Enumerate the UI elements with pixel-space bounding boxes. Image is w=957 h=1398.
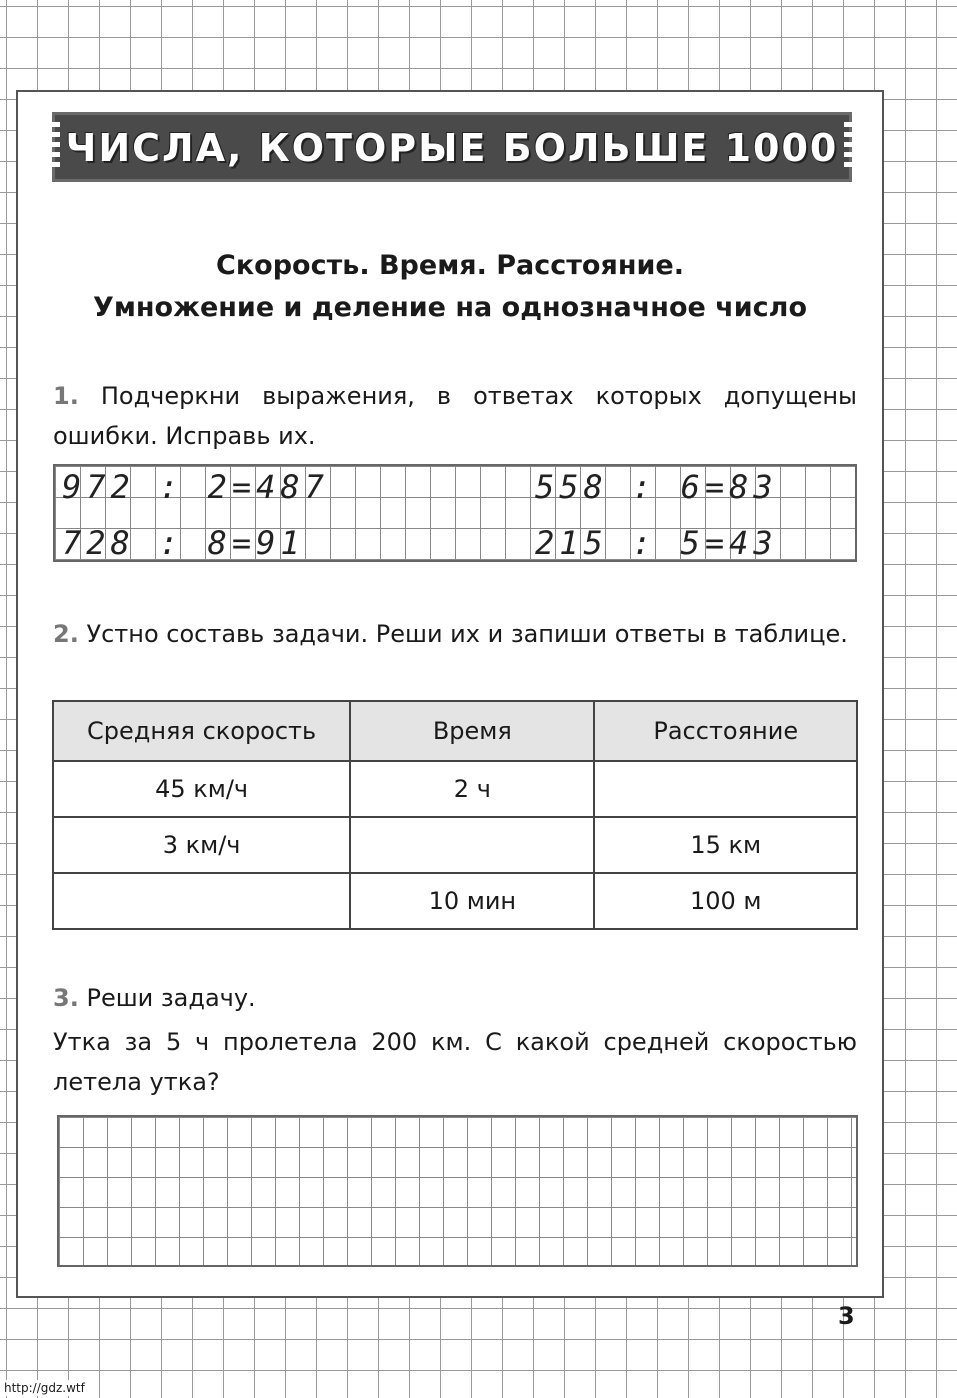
chapter-title: ЧИСЛА, КОТОРЫЕ БОЛЬШЕ 1000 [65,126,839,170]
table-row [53,817,857,873]
distance-cell[interactable]: 15 км [594,817,857,873]
source-url: http://gdz.wtf [0,1380,89,1396]
lesson-title-line-1: Скорость. Время. Расстояние. [216,250,684,281]
table-row [53,873,857,929]
speed-time-distance-table [52,700,858,930]
task-1 [53,376,857,456]
chapter-banner [52,112,852,182]
task-1-number: 1. [53,382,79,410]
task-2-number: 2. [53,620,79,648]
task-3-text: Утка за 5 ч пролетела 200 км. С какой средней скоростью летела утка? [53,1028,857,1096]
expression-1: 972 : 2=487 [62,468,329,506]
header-distance: Расстояние [594,701,857,761]
expression-2: 558 : 6=83 [535,468,778,506]
expression-4: 215 : 5=43 [535,524,778,562]
task-1-text: Подчеркни выражения, в ответах которых допущены ошибки. Исправь их. [53,382,857,450]
task-2 [53,614,857,654]
speed-cell[interactable] [53,873,350,929]
header-speed: Средняя скорость [53,701,350,761]
page-number: 3 [838,1302,855,1330]
answer-grid[interactable] [57,1115,858,1267]
distance-cell[interactable]: 100 м [594,873,857,929]
table-row [53,761,857,817]
speed-cell[interactable]: 45 км/ч [53,761,350,817]
time-cell[interactable]: 2 ч [350,761,594,817]
expression-3: 728 : 8=91 [62,524,305,562]
time-cell[interactable]: 10 мин [350,873,594,929]
lesson-title-line-2: Умножение и деление на однозначное число [93,292,807,323]
speed-cell[interactable]: 3 км/ч [53,817,350,873]
task-3-number: 3. [53,984,79,1012]
task-3-heading [53,978,857,1018]
table-header-row [53,701,857,761]
task-2-text: Устно составь задачи. Реши их и запиши ответы в таблице. [86,620,848,648]
time-cell[interactable] [350,817,594,873]
task-3-heading-text: Реши задачу. [86,984,256,1012]
distance-cell[interactable] [594,761,857,817]
header-time: Время [350,701,594,761]
